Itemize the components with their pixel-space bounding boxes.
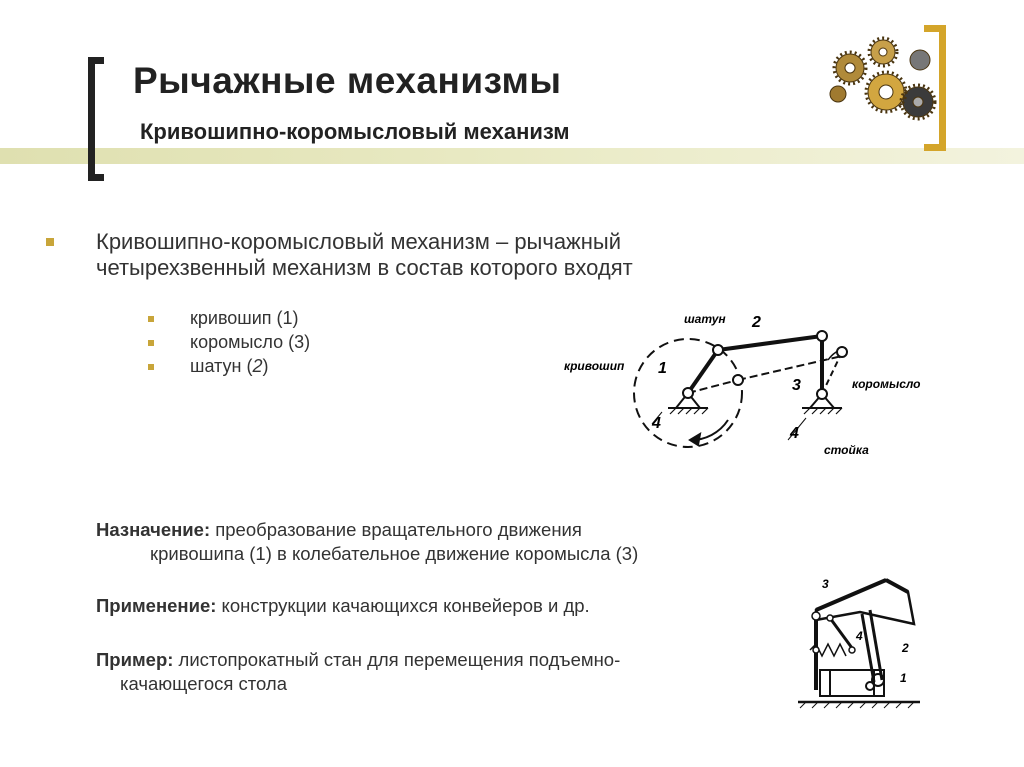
page-title: Рычажные механизмы [133,60,562,101]
application-paragraph [96,594,590,618]
header-band [0,148,1024,164]
example-line1: листопрокатный стан для перемещения подъемно- [178,649,621,670]
example-number-2: 2 [902,641,909,655]
list-item [148,354,310,378]
definition-term: Кривошипно-коромысловый механизм – [96,229,509,254]
purpose-line1: преобразование вращательного движения [215,519,582,540]
diagram-label-rocker: коромысло [852,377,921,391]
diagram-label-rod: шатун [684,312,726,326]
example-line2: качающегося стола [120,673,288,694]
application-text: конструкции качающихся конвейеров и др. [221,595,590,616]
bullet-marker [148,340,154,346]
definition-text: рычажный четырехзвенный механизм в состав которого входят [96,229,633,280]
list-item [148,330,310,354]
gears-icon [828,32,938,132]
example-number-3: 3 [822,577,829,591]
list-item-close: ) [262,356,269,376]
example-paragraph [96,648,620,696]
application-label: Применение: [96,595,217,616]
definition-paragraph [96,229,716,281]
diagram-number-4a: 4 [652,415,661,432]
list-item-label: коромысло (3) [190,332,311,352]
diagram-label-crank: кривошип [564,359,625,373]
diagram-number-1: 1 [658,360,667,377]
mechanism-diagram [560,300,940,470]
parts-list [148,306,310,378]
bullet-marker [148,364,154,370]
list-item-label: кривошип (1) [190,308,299,328]
left-bracket-decoration [88,57,104,181]
example-number-1: 1 [900,671,907,685]
diagram-number-4b: 4 [790,425,799,442]
list-item-label: шатун ( [190,356,253,376]
list-item [148,306,310,330]
bullet-marker [148,316,154,322]
example-label: Пример: [96,649,174,670]
page-subtitle: Кривошипно-коромысловый механизм [140,119,570,144]
list-item-number: 2 [252,356,263,376]
purpose-paragraph [96,518,638,566]
example-mechanism-diagram [790,570,930,720]
example-number-4: 4 [856,629,863,643]
diagram-label-frame: стойка [824,443,869,457]
purpose-label: Назначение: [96,519,211,540]
bullet-marker [46,238,54,246]
purpose-line2: кривошипа (1) в колебательное движение коромысла (3) [150,543,639,564]
diagram-number-2: 2 [752,314,761,331]
diagram-number-3: 3 [792,377,801,394]
